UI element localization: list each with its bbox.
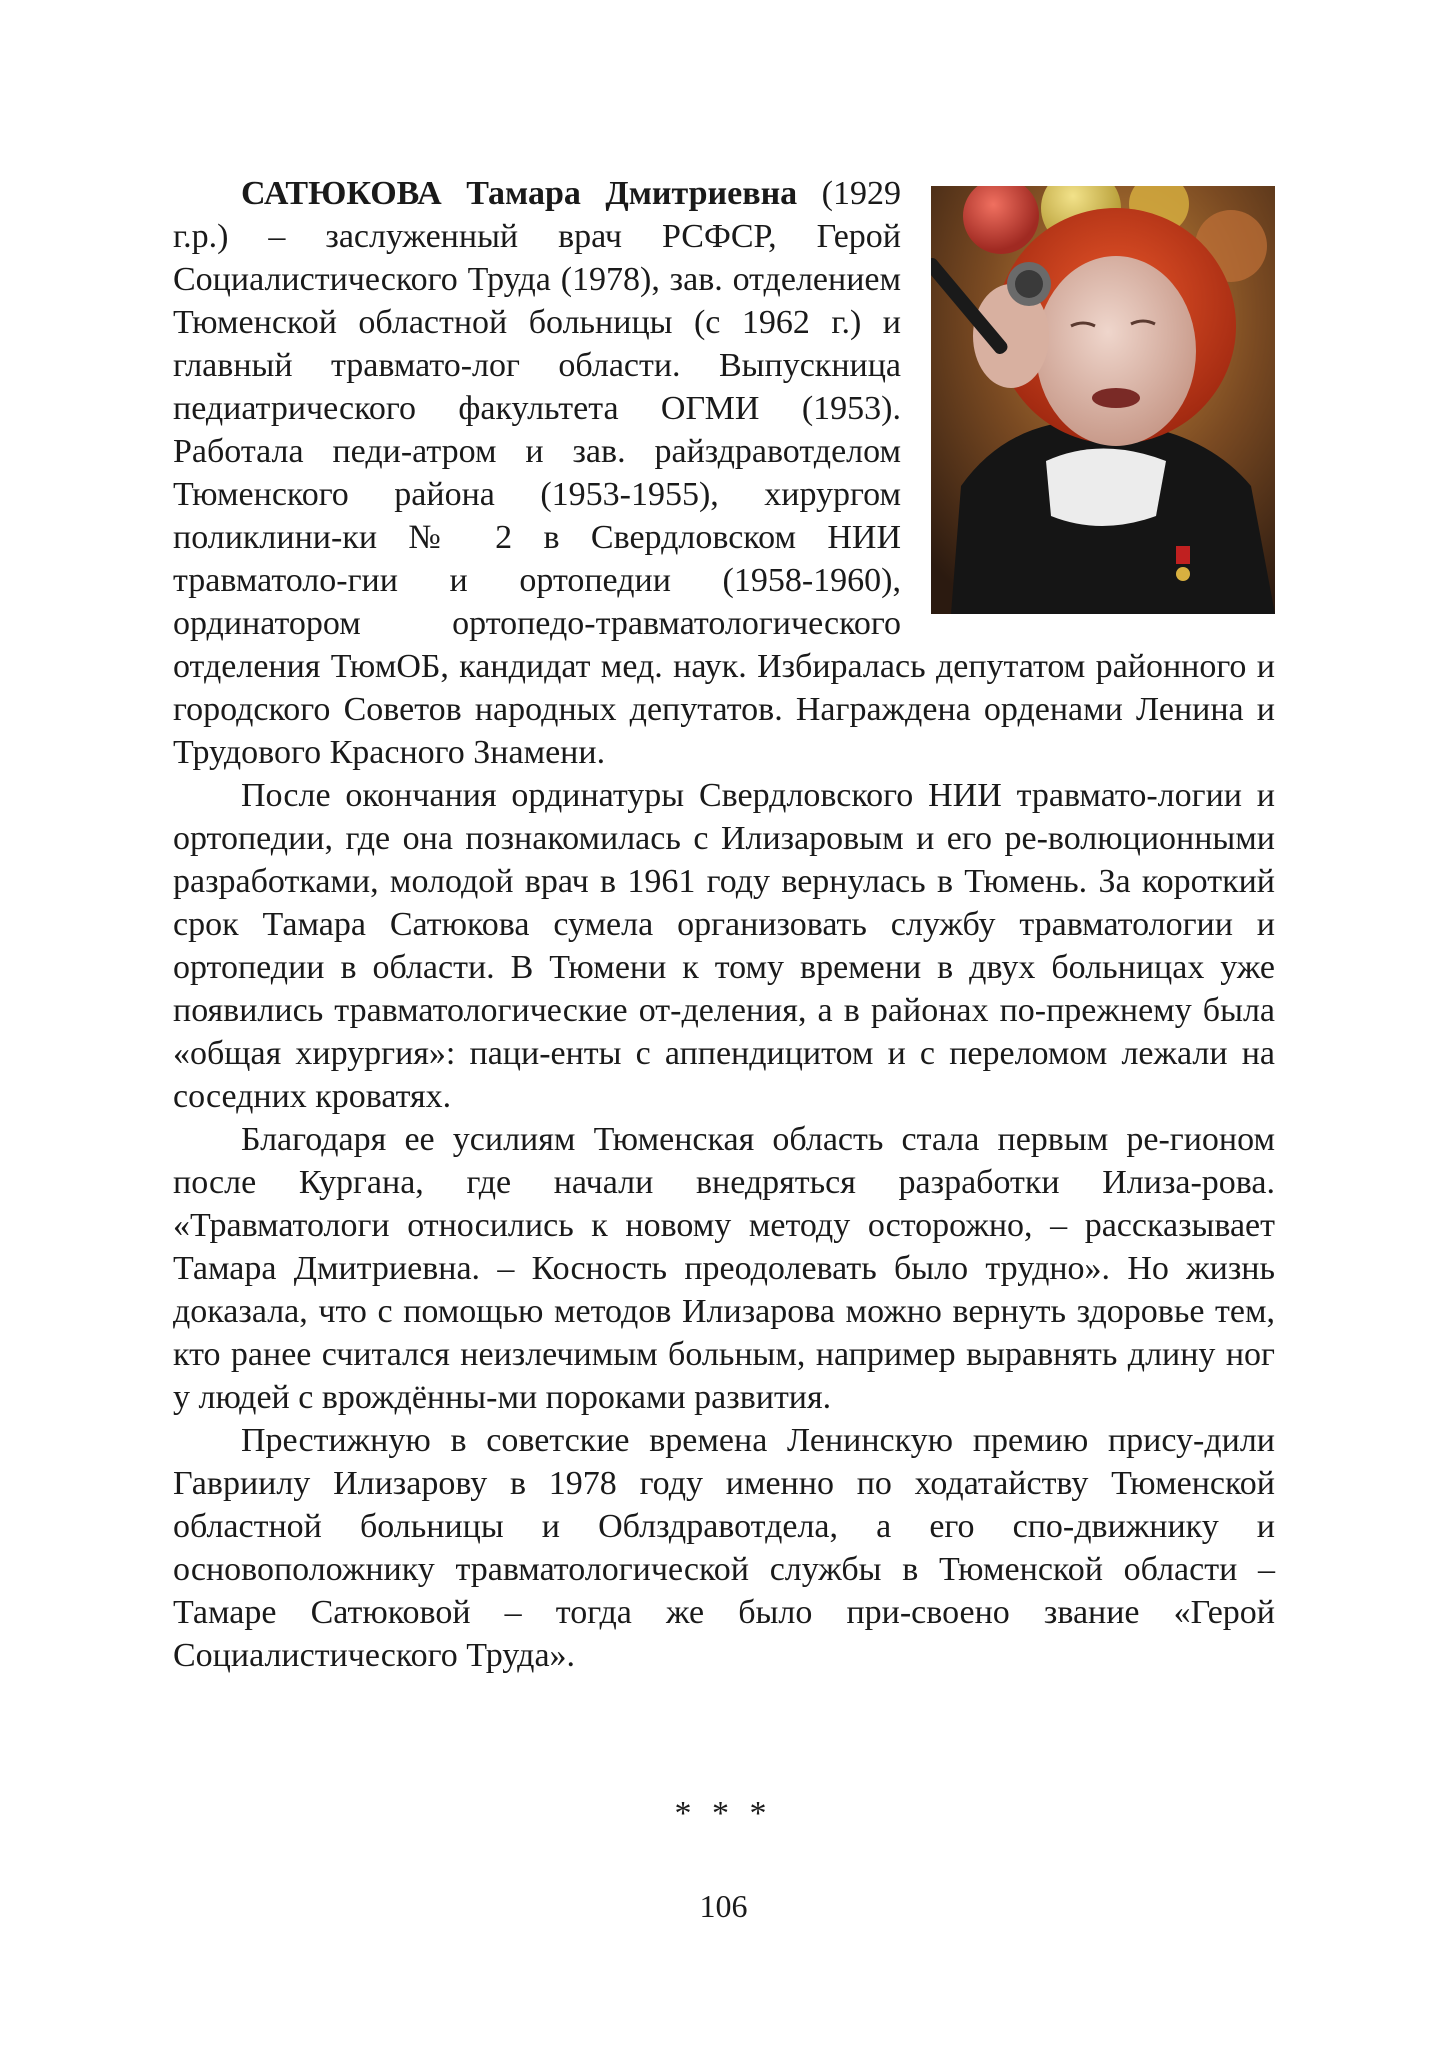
portrait-photo xyxy=(931,186,1275,614)
body-paragraph: После окончания ординатуры Свердловского НИИ травмато-логии и ортопедии, где она познакомилась с Илизаровым и его ре-волюционными разработками, молодой врач в 1961 году вернулась в Тюмень. За короткий срок Тамара Сатюкова сумела организовать службу травматологии и ортопедии в области. В Тюмени к тому времени в двух больницах уже появились травматологические от-деления, а в районах по-прежнему была «общая хирургия»: паци-енты с аппендицитом и с переломом лежали на соседних кроватях. xyxy=(173,777,1275,1115)
section-separator: * * * xyxy=(674,1795,773,1832)
body-paragraph: Благодаря ее усилиям Тюменская область стала первым ре-гионом после Кургана, где начали внедряться разработки Илиза-рова. «Травматологи относились к новому методу осторожно, – рассказывает Тамара Дмитриевна. – Косность преодолевать было трудно». Но жизнь доказала, что с помощью методов Илизарова можно вернуть здоровье тем, кто ранее считался неизлечимым больным, например выравнять длину ног у людей с врождённы-ми пороками развития. xyxy=(173,1121,1275,1416)
person-name: САТЮКОВА Тамара Дмитриевна xyxy=(241,175,798,212)
portrait-image xyxy=(931,186,1275,614)
page-number: 106 xyxy=(699,1888,748,1924)
article-body xyxy=(173,172,1275,1677)
body-paragraph: Престижную в советские времена Ленинскую премию прису-дили Гавриилу Илизарову в 1978 году именно по ходатайству Тюменской областной больницы и Облздравотдела, а его спо-движнику и основоположнику травматологической службы в Тюменской области – Тамаре Сатюковой – тогда же было при-своено звание «Герой Социалистического Труда». xyxy=(173,1422,1275,1674)
intro-text: (1929 г.р.) – заслуженный врач РСФСР, Герой Социалистического Труда (1978), зав. отделением Тюменской областной больницы (с 1962 г.) и главный травмато-лог области. Выпускница педиатрического факультета ОГМИ (1953). Работала педи-атром и зав. райздравотделом Тюменского района (1953-1955), хирургом поликлини-ки № 2 в Свердловском НИИ травматоло-гии и ортопедии (1958-1960), ординатором ортопедо-травматологического отделения ТюмОБ, кандидат мед. наук. Избиралась депутатом районного и городского Советов народных депутатов. Награждена орденами Ленина и Трудового Красного Знамени. xyxy=(173,175,1275,771)
